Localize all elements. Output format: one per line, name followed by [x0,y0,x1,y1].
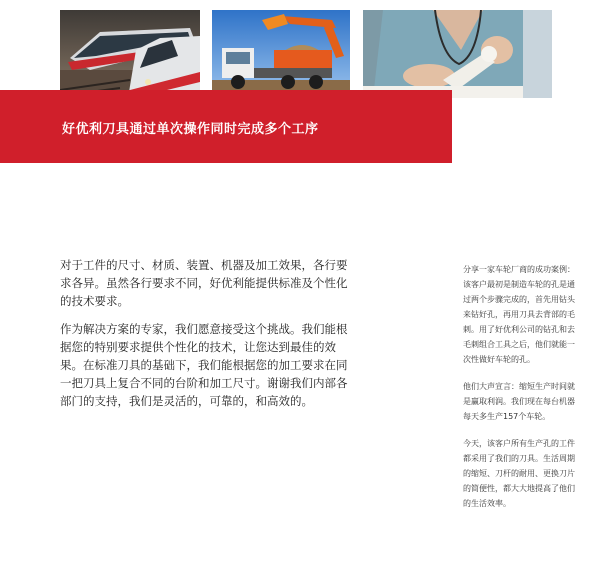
medical-implant-photo [363,10,552,98]
sidebar-paragraph: 分享一家车轮厂商的成功案例：该客户最初是制造车轮的孔是通过两个步骤完成的，首先用钻头来钻好孔，再用刀具去背部的毛刺。用了好优利公司的钻孔和去毛刺组合工具之后，他们就能一次性做好车轮的孔。 [463,265,575,364]
headline: 好优利刀具通过单次操作同时完成多个工序 [62,122,319,137]
trucks-excavator-photo [212,10,350,98]
case-study-sidebar [463,262,575,523]
body-paragraph: 作为解决方案的专家，我们愿意接受这个挑战。我们能根据您的特别要求提供个性化的技术，让您达到最佳的效果。在标准刀具的基础下，我们能根据您的加工要求在同一把刀具上复合不同的台阶和加工尺寸。谢谢我们内部各部门的支持，我们是灵活的，可靠的，和高效的。 [60,322,348,408]
sidebar-paragraph: 他们大声宣言：缩短生产时间就是赢取利润。我们现在每台机器每天多生产157个车轮。 [463,382,575,421]
main-body [60,256,356,420]
trains-photo [60,10,200,98]
sidebar-paragraph: 今天，该客户所有生产孔的工件都采用了我们的刀具。生活周期的缩短、刀杆的耐用、更换刀片的简便性，都大大地提高了他们的生活效率。 [463,439,575,508]
body-paragraph: 对于工件的尺寸、材质、装置、机器及加工效果，各行要求各异。虽然各行要求不同，好优利能提供标准及个性化的技术要求。 [60,258,348,308]
headline-banner [0,90,452,163]
